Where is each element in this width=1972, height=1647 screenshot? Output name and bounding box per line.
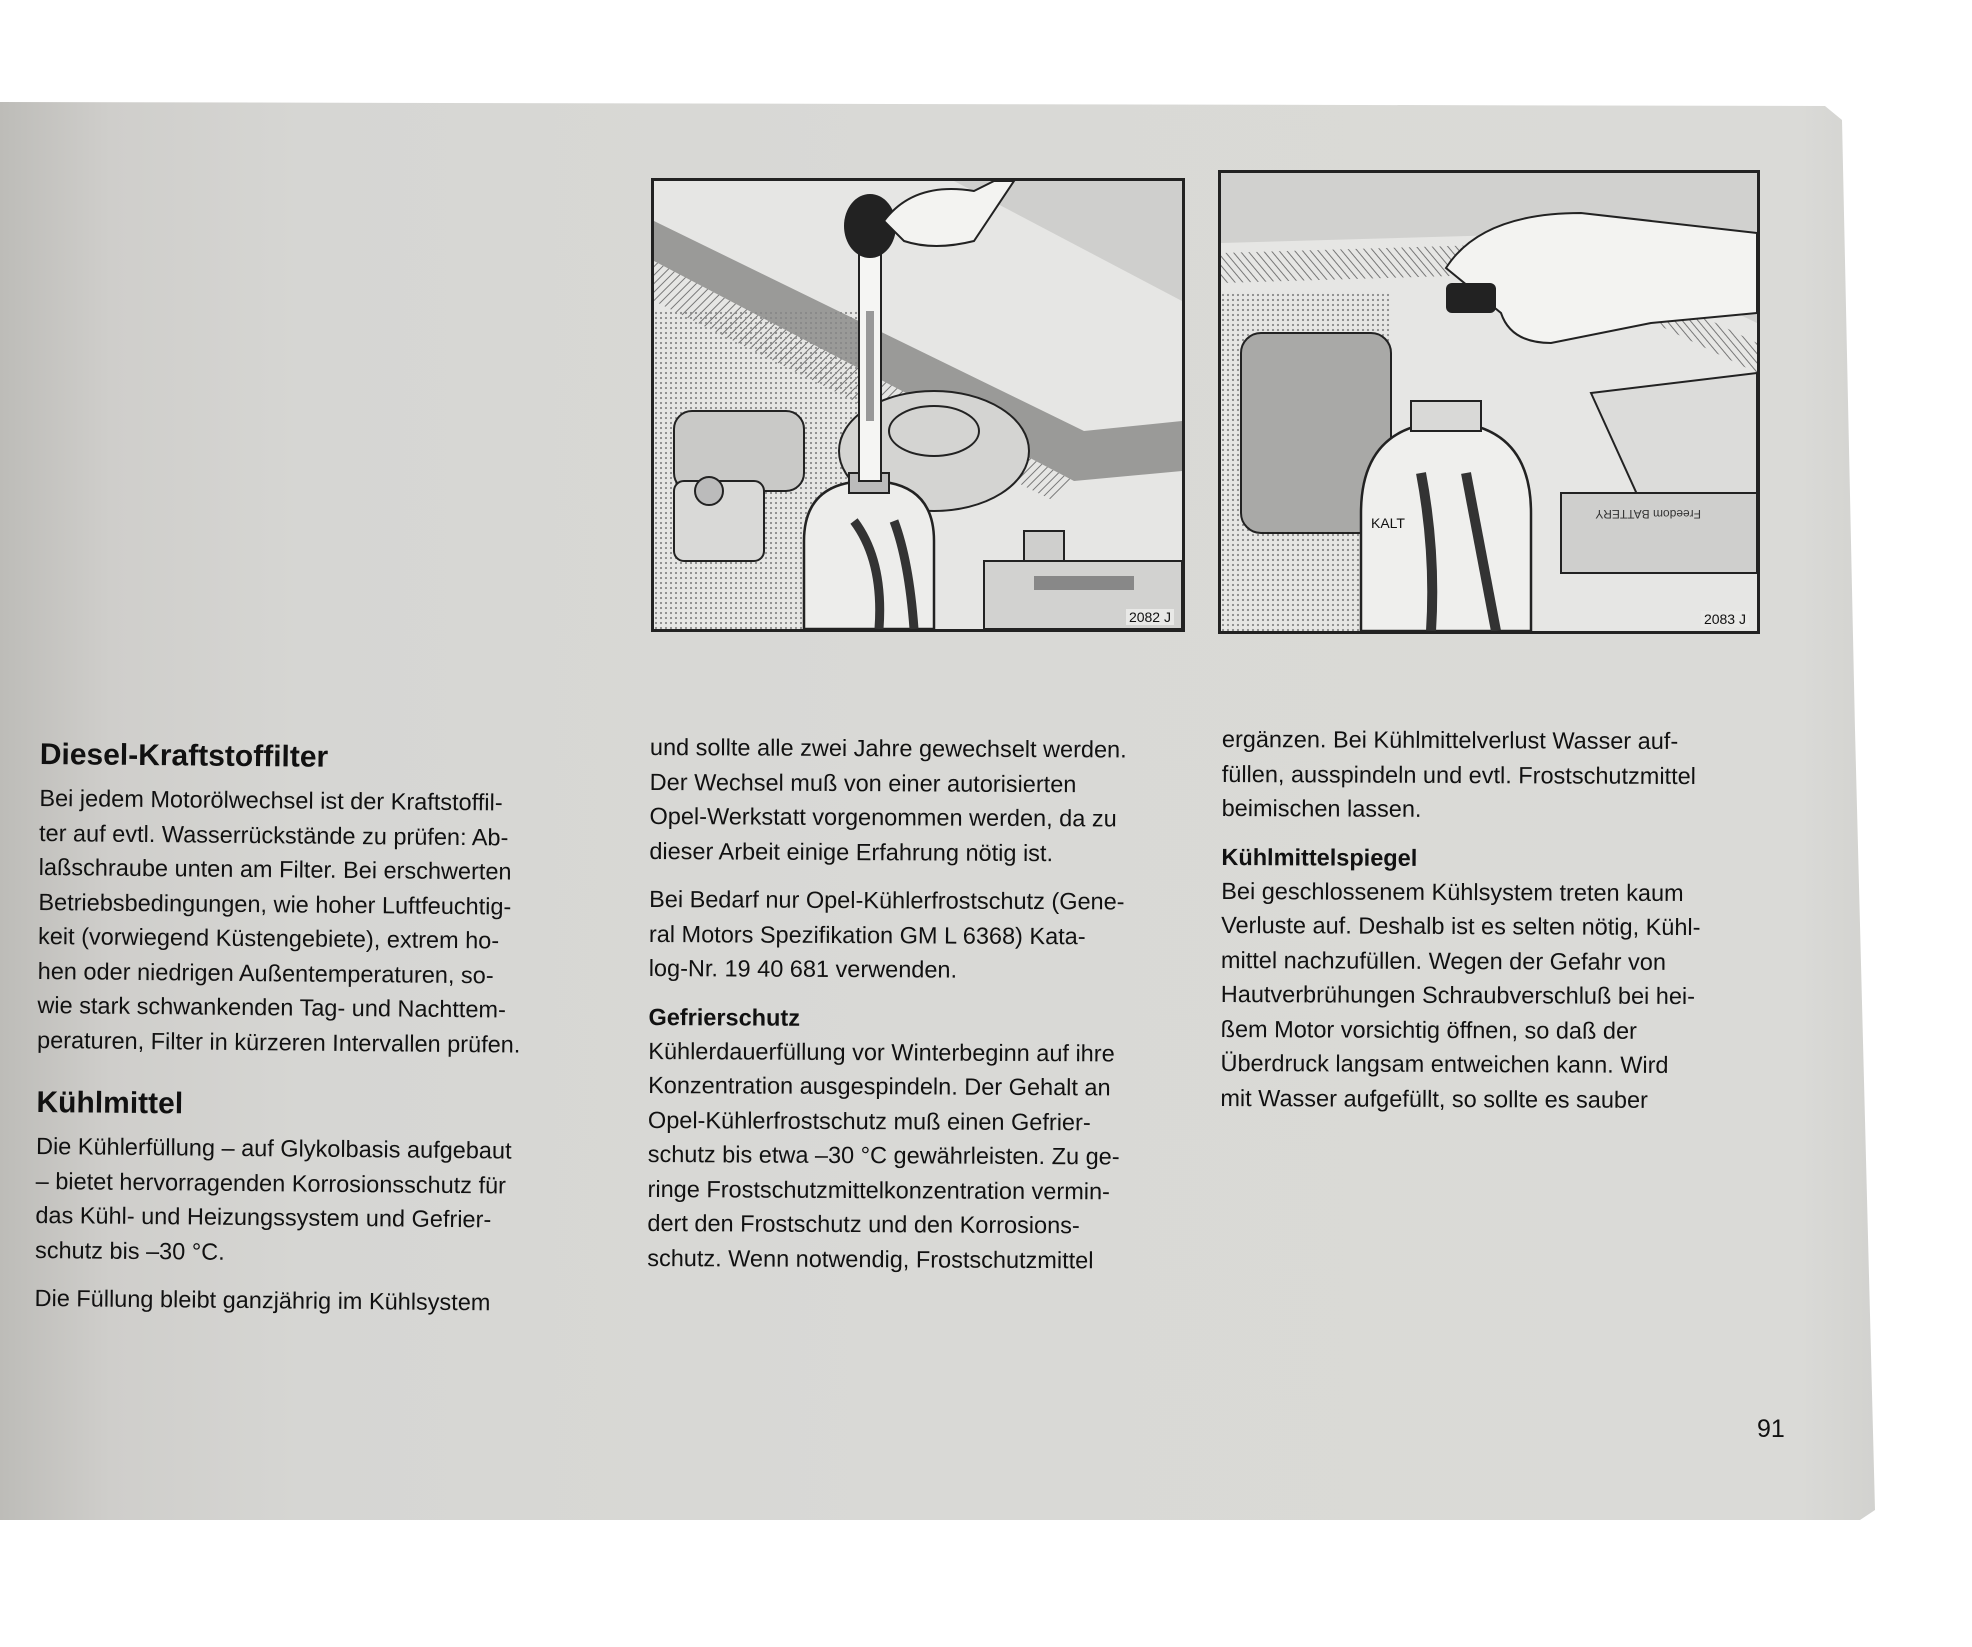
battery-label: Freedom BATTERY: [1595, 507, 1701, 521]
column-1: [34, 735, 620, 1321]
heading-diesel-kraftstoffilter: Diesel-Kraftstoffilter: [39, 737, 329, 774]
paragraph-fuellung: [34, 1281, 614, 1321]
figure-hydrometer-reservoir: [651, 178, 1185, 632]
text-line: schutz bis etwa –30 °C gewährleisten. Zu ge-: [647, 1140, 1120, 1170]
heading-kuehlmittel: Kühlmittel: [36, 1085, 184, 1121]
text-line: dieser Arbeit einige Erfahrung nötig ist.: [649, 837, 1054, 866]
paragraph-kuehlmittel: [35, 1129, 616, 1273]
text-line: Opel-Kühlerfrostschutz muß einen Gefrier-: [647, 1106, 1091, 1135]
text-line: füllen, ausspindeln und evtl. Frostschutzmittel: [1221, 760, 1696, 789]
column-2: [647, 730, 1190, 1278]
text-line: hen oder niedrigen Außentemperaturen, so-: [37, 957, 494, 988]
kalt-label: KALT: [1371, 515, 1405, 531]
reservoir-cap-illustration: [1221, 173, 1757, 631]
text-line: Hautverbrühungen Schraubverschluß bei hei-: [1220, 980, 1696, 1010]
figure-code: 2083 J: [1701, 611, 1749, 627]
text-line: Kühlerdauerfüllung vor Winterbeginn auf ihre: [648, 1037, 1115, 1066]
text-line: laßschraube unten am Filter. Bei erschwerten: [38, 853, 512, 885]
heading-gefrierschutz: Gefrierschutz: [648, 1003, 801, 1031]
figure-reservoir-cap: [1218, 170, 1760, 634]
text-line: schutz. Wenn notwendig, Frostschutzmittel: [647, 1244, 1094, 1273]
text-line: Die Kühlerfüllung – auf Glykolbasis aufgebaut: [35, 1132, 512, 1164]
paragraph-gefrierschutz: [647, 1033, 1188, 1277]
text-line: beimischen lassen.: [1221, 794, 1422, 822]
text-line: Der Wechsel muß von einer autorisierten: [649, 768, 1077, 797]
text-line: ter auf evtl. Wasserrückstände zu prüfen: Ab-: [38, 819, 509, 851]
column-3: [1220, 722, 1782, 1117]
text-line: Verluste auf. Deshalb ist es selten nötig, Kühl-: [1221, 911, 1701, 941]
text-line: Betriebsbedingungen, wie hoher Luftfeuchtig-: [38, 888, 512, 920]
paragraph-diesel: [37, 781, 620, 1063]
text-line: schutz bis –30 °C.: [34, 1236, 225, 1265]
text-line: log-Nr. 19 40 681 verwenden.: [648, 954, 958, 983]
text-line: ringe Frostschutzmittelkonzentration vermin-: [647, 1175, 1111, 1204]
text-line: und sollte alle zwei Jahre gewechselt werden.: [649, 733, 1127, 763]
text-line: Bei geschlossenem Kühlsystem treten kaum: [1221, 877, 1684, 906]
text-line: ßem Motor vorsichtig öffnen, so daß der: [1220, 1015, 1637, 1044]
page-number: 91: [1757, 1415, 1785, 1443]
text-line: das Kühl- und Heizungssystem und Gefrier-: [35, 1201, 492, 1233]
heading-kuehlmittelspiegel: Kühlmittelspiegel: [1221, 843, 1418, 871]
text-line: wie stark schwankenden Tag- und Nachttem-: [37, 991, 507, 1023]
text-line: mit Wasser aufgefüllt, so sollte es sauber: [1220, 1084, 1648, 1113]
text-line: keit (vorwiegend Küstengebiete), extrem ho-: [37, 922, 500, 954]
paragraph-wechsel: [649, 730, 1190, 871]
text-line: ergänzen. Bei Kühlmittelverlust Wasser auf-: [1221, 725, 1679, 754]
text-line: peraturen, Filter in kürzeren Intervallen prüfen.: [36, 1026, 521, 1058]
text-line: mittel nachzufüllen. Wegen der Gefahr von: [1220, 946, 1667, 975]
text-line: Bei Bedarf nur Opel-Kühlerfrostschutz (Gene-: [649, 885, 1125, 915]
paragraph-ergaenzen: [1222, 722, 1782, 828]
text-line: ral Motors Spezifikation GM L 6368) Kata-: [648, 920, 1086, 949]
text-line: Die Füllung bleibt ganzjährig im Kühlsystem: [34, 1284, 491, 1316]
figure-code: 2082 J: [1126, 609, 1174, 625]
text-line: Opel-Werkstatt vorgenommen werden, da zu: [649, 802, 1117, 832]
text-line: – bietet hervorragenden Korrosionsschutz für: [35, 1167, 507, 1198]
paragraph-kuehlmittelspiegel: [1220, 873, 1781, 1117]
text-line: Konzentration ausgespindeln. Der Gehalt an: [648, 1071, 1111, 1101]
text-line: dert den Frostschutz und den Korrosions-: [647, 1209, 1080, 1239]
hydrometer-illustration: [654, 181, 1182, 629]
paragraph-bedarf: [649, 882, 1190, 988]
text-line: Überdruck langsam entweichen kann. Wird: [1220, 1049, 1669, 1078]
text-line: Bei jedem Motorölwechsel ist der Kraftstoffil-: [39, 784, 503, 816]
